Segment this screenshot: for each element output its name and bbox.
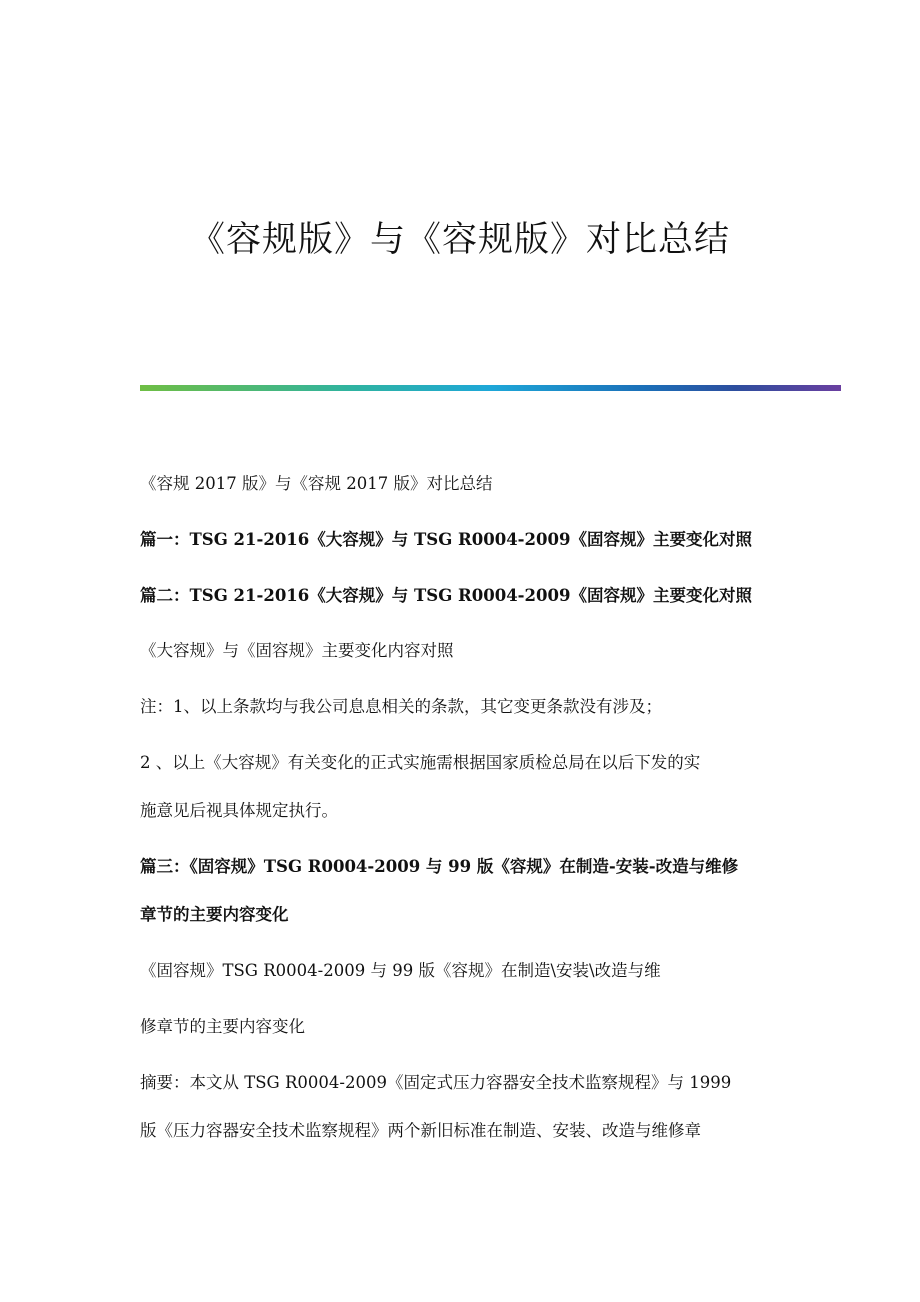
gradient-divider bbox=[140, 385, 841, 391]
abstract-line-1: 摘要：本文从 TSG R0004-2009《固定式压力容器安全技术监察规程》与 1999 bbox=[140, 1073, 732, 1092]
note-line-1: 注：1、以上条款均与我公司息息相关的条款，其它变更条款没有涉及； bbox=[140, 697, 662, 716]
note-line-2-continued: 施意见后视具体规定执行。 bbox=[140, 801, 338, 820]
body-line: 《大容规》与《固容规》主要变化内容对照 bbox=[140, 641, 454, 660]
intro-line: 《容规 2017 版》与《容规 2017 版》对比总结 bbox=[140, 474, 493, 493]
body-line: 修章节的主要内容变化 bbox=[140, 1017, 305, 1036]
abstract-line-2: 版《压力容器安全技术监察规程》两个新旧标准在制造、安装、改造与维修章 bbox=[140, 1121, 701, 1140]
document-title: 《容规版》与《容规版》对比总结 bbox=[189, 220, 730, 260]
section-heading-3: 篇三：《固容规》TSG R0004-2009 与 99 版《容规》在制造-安装-改造与维修 bbox=[140, 857, 739, 876]
body-line: 《固容规》TSG R0004-2009 与 99 版《容规》在制造\安装\改造与维 bbox=[140, 961, 661, 980]
section-heading-1: 篇一：TSG 21-2016《大容规》与 TSG R0004-2009《固容规》主要变化对照 bbox=[140, 530, 752, 549]
section-heading-2: 篇二：TSG 21-2016《大容规》与 TSG R0004-2009《固容规》主要变化对照 bbox=[140, 586, 752, 605]
section-heading-3-continued: 章节的主要内容变化 bbox=[140, 905, 289, 924]
note-line-2: 2 、以上《大容规》有关变化的正式实施需根据国家质检总局在以后下发的实 bbox=[140, 753, 701, 772]
